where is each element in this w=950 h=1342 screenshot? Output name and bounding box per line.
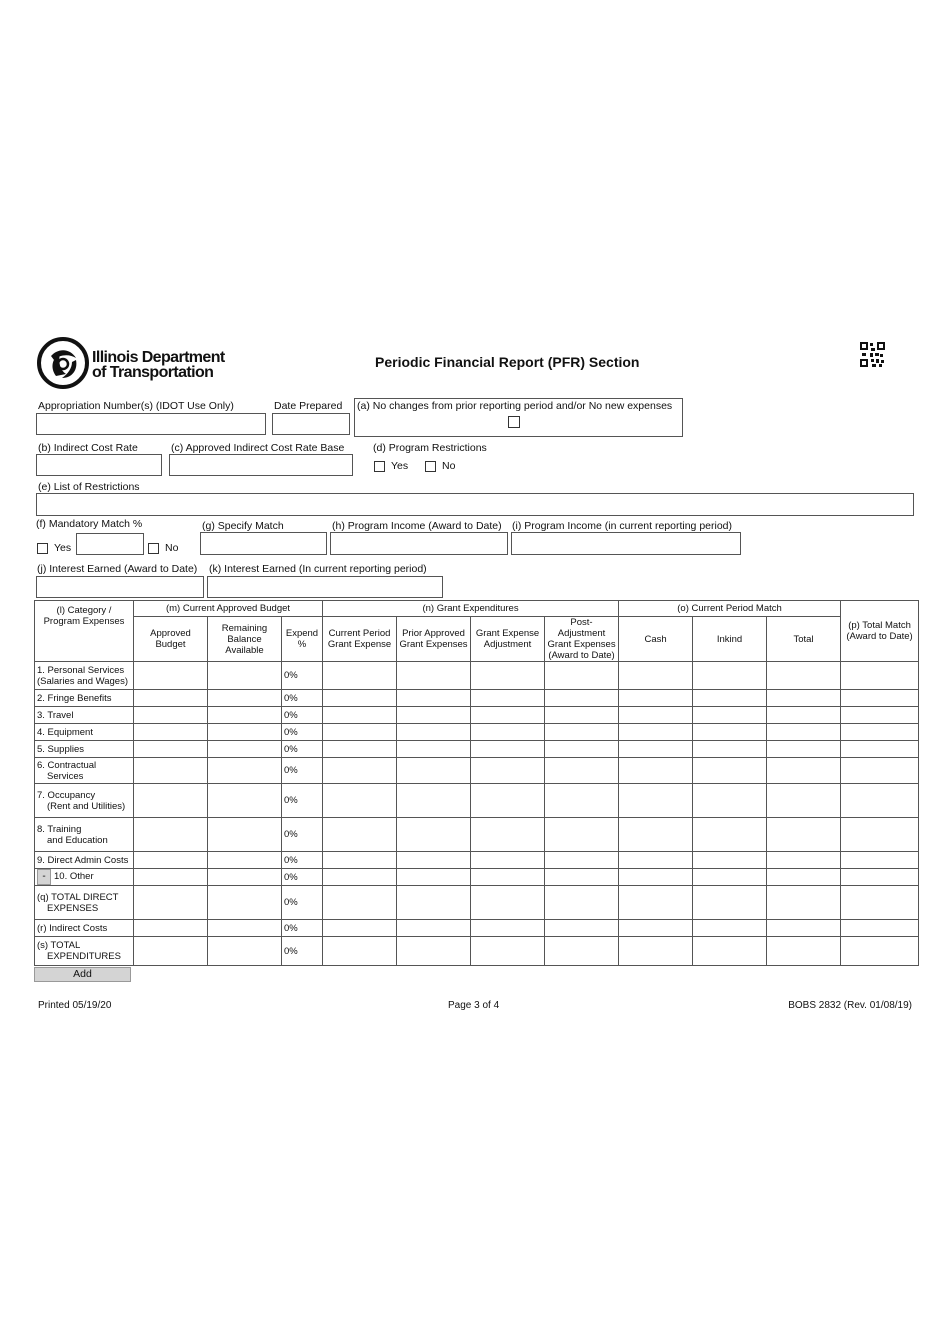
- prior-approved-cell[interactable]: [397, 690, 471, 707]
- category-label: (q) TOTAL DIRECT: [37, 891, 119, 903]
- expense-adjustment-header: [471, 617, 545, 662]
- adjustment-cell[interactable]: [471, 662, 545, 690]
- cash-cell[interactable]: [619, 707, 693, 724]
- expend-pct-cell: 0%: [282, 818, 323, 852]
- table-row: [35, 741, 919, 758]
- current-period-header-line-1: Current Period: [328, 628, 391, 639]
- total-match-cell[interactable]: [841, 690, 919, 707]
- current-period-cell[interactable]: [323, 758, 397, 784]
- prior-approved-cell[interactable]: [397, 707, 471, 724]
- category-cell: 4. Equipment: [35, 724, 134, 741]
- inkind-cell[interactable]: [693, 690, 767, 707]
- program-income-award-label: (h) Program Income (Award to Date): [332, 520, 502, 532]
- total-match-cell[interactable]: [841, 662, 919, 690]
- no-changes-checkbox[interactable]: [508, 416, 520, 428]
- approved-budget-cell[interactable]: [134, 869, 208, 886]
- inkind-cell: [693, 937, 767, 966]
- cash-cell[interactable]: [619, 852, 693, 869]
- idot-logo-icon: [36, 336, 90, 390]
- page-title: Periodic Financial Report (PFR) Section: [375, 354, 640, 370]
- prior-approved-cell[interactable]: [397, 741, 471, 758]
- total-match-cell[interactable]: [841, 852, 919, 869]
- qr-code-icon: [860, 342, 885, 367]
- current-period-header-line-2: Grant Expense: [327, 639, 392, 650]
- remaining-balance-cell: [208, 707, 282, 724]
- category-cell: [35, 784, 134, 818]
- restrictions-yes-label: Yes: [391, 460, 409, 472]
- approved-budget-cell[interactable]: [134, 724, 208, 741]
- table-row: [35, 937, 919, 966]
- table-row: [35, 758, 919, 784]
- indirect-cost-rate-input[interactable]: [36, 454, 162, 476]
- table-row: [35, 886, 919, 920]
- post-adjustment-cell: [545, 707, 619, 724]
- appropriation-input[interactable]: [36, 413, 266, 435]
- category-cell: [35, 869, 134, 886]
- inkind-cell[interactable]: [693, 758, 767, 784]
- prior-approved-cell: [397, 886, 471, 920]
- prior-approved-header-line-1: Prior Approved: [402, 628, 465, 639]
- current-period-cell[interactable]: [323, 869, 397, 886]
- total-match-cell[interactable]: [841, 707, 919, 724]
- group-current-period-match: (o) Current Period Match: [619, 601, 841, 617]
- category-sublabel: (Rent and Utilities): [47, 800, 126, 812]
- post-adjustment-cell: [545, 662, 619, 690]
- total-cell: [767, 784, 841, 818]
- total-match-cell[interactable]: [841, 784, 919, 818]
- approved-budget-cell[interactable]: [134, 707, 208, 724]
- cash-cell[interactable]: [619, 690, 693, 707]
- remaining-balance-cell: [208, 690, 282, 707]
- adjustment-cell[interactable]: [471, 869, 545, 886]
- prior-approved-cell[interactable]: [397, 852, 471, 869]
- current-period-cell[interactable]: [323, 707, 397, 724]
- post-adjustment-cell: [545, 852, 619, 869]
- cash-cell[interactable]: [619, 818, 693, 852]
- expend-pct-header-line-2: %: [297, 639, 307, 650]
- post-adjustment-cell: [545, 869, 619, 886]
- remaining-balance-cell: [208, 886, 282, 920]
- restrictions-no-checkbox[interactable]: [425, 461, 436, 472]
- prior-approved-cell[interactable]: [397, 724, 471, 741]
- restrictions-no-label: No: [442, 460, 456, 472]
- total-match-cell: [841, 937, 919, 966]
- printed-date: Printed 05/19/20: [38, 1000, 112, 1011]
- expend-pct-cell: 0%: [282, 852, 323, 869]
- page-number: Page 3 of 4: [448, 1000, 500, 1011]
- inkind-header: Inkind: [693, 617, 767, 662]
- expenses-table: [34, 600, 919, 966]
- post-adjustment-cell: [545, 920, 619, 937]
- table-row: [35, 662, 919, 690]
- approved-budget-cell[interactable]: [134, 920, 208, 937]
- total-cell: [767, 886, 841, 920]
- category-cell: [35, 886, 134, 920]
- post-adjustment-cell: [545, 886, 619, 920]
- category-header-line-2: Program Expenses: [43, 616, 125, 627]
- prior-approved-cell[interactable]: [397, 818, 471, 852]
- remaining-balance-cell: [208, 852, 282, 869]
- current-period-cell[interactable]: [323, 724, 397, 741]
- inkind-cell[interactable]: [693, 724, 767, 741]
- expend-pct-cell: 0%: [282, 784, 323, 818]
- table-row: [35, 818, 919, 852]
- approved-budget-cell[interactable]: [134, 662, 208, 690]
- current-period-cell[interactable]: [323, 690, 397, 707]
- post-adjustment-cell: [545, 741, 619, 758]
- approved-budget-cell[interactable]: [134, 690, 208, 707]
- remaining-balance-header-line-3: Available: [225, 644, 264, 656]
- category-label: 1. Personal Services: [37, 664, 125, 676]
- total-cell: [767, 662, 841, 690]
- category-sublabel: EXPENSES: [47, 902, 99, 914]
- category-label: 10. Other: [54, 871, 94, 882]
- category-cell: 5. Supplies: [35, 741, 134, 758]
- current-period-cell[interactable]: [323, 662, 397, 690]
- current-period-cell: [323, 886, 397, 920]
- adjustment-cell[interactable]: [471, 690, 545, 707]
- program-income-period-label: (i) Program Income (in current reporting period): [512, 520, 732, 532]
- program-income-award-input[interactable]: [330, 532, 508, 555]
- category-sublabel: EXPENDITURES: [47, 951, 121, 962]
- category-label: (s) TOTAL: [37, 940, 81, 951]
- prior-approved-header: [397, 617, 471, 662]
- total-cell: [767, 818, 841, 852]
- approved-budget-cell[interactable]: [134, 852, 208, 869]
- total-match-cell[interactable]: [841, 758, 919, 784]
- approved-budget-cell: [134, 886, 208, 920]
- date-prepared-label: Date Prepared: [274, 400, 343, 412]
- post-adjustment-cell: [545, 724, 619, 741]
- specify-match-input[interactable]: [200, 532, 327, 555]
- total-cell: [767, 920, 841, 937]
- category-sublabel: Services: [47, 770, 84, 782]
- total-cell: [767, 690, 841, 707]
- expend-pct-cell: 0%: [282, 758, 323, 784]
- logo-line-2: of Transportation: [92, 364, 214, 381]
- match-no-label: No: [165, 542, 179, 554]
- category-cell: 2. Fringe Benefits: [35, 690, 134, 707]
- inkind-cell[interactable]: [693, 707, 767, 724]
- mandatory-match-input[interactable]: [76, 533, 144, 555]
- match-no-checkbox[interactable]: [148, 543, 159, 554]
- post-adjustment-header: [545, 617, 619, 662]
- logo-text: [92, 350, 225, 380]
- remaining-balance-cell: [208, 724, 282, 741]
- cash-header: Cash: [619, 617, 693, 662]
- interest-period-label: (k) Interest Earned (In current reporting period): [209, 563, 427, 575]
- expend-pct-cell: 0%: [282, 886, 323, 920]
- cash-cell: [619, 937, 693, 966]
- remaining-balance-header-line-2: Balance: [227, 633, 262, 645]
- current-period-cell[interactable]: [323, 852, 397, 869]
- total-match-cell[interactable]: [841, 818, 919, 852]
- prior-approved-cell[interactable]: [397, 784, 471, 818]
- total-header: Total: [767, 617, 841, 662]
- current-period-cell[interactable]: [323, 784, 397, 818]
- group-grant-expenditures: (n) Grant Expenditures: [323, 601, 619, 617]
- table-row: [35, 707, 919, 724]
- approved-budget-header-line-2: Budget: [155, 639, 186, 650]
- adjustment-cell[interactable]: [471, 707, 545, 724]
- inkind-cell[interactable]: [693, 741, 767, 758]
- post-adjustment-cell: [545, 818, 619, 852]
- approved-budget-cell[interactable]: [134, 818, 208, 852]
- post-adjustment-cell: [545, 937, 619, 966]
- cash-cell[interactable]: [619, 920, 693, 937]
- program-restrictions-label: (d) Program Restrictions: [373, 442, 487, 454]
- match-yes-checkbox[interactable]: [37, 543, 48, 554]
- approved-budget-cell[interactable]: [134, 784, 208, 818]
- current-period-cell[interactable]: [323, 920, 397, 937]
- expend-pct-cell: 0%: [282, 741, 323, 758]
- interest-period-input[interactable]: [207, 576, 443, 598]
- adjustment-cell[interactable]: [471, 724, 545, 741]
- post-adjustment-header-line-3: (Award to Date): [548, 650, 615, 661]
- indirect-cost-rate-label: (b) Indirect Cost Rate: [38, 442, 138, 454]
- approved-budget-header: [134, 617, 208, 662]
- total-match-header-line-1: (p) Total Match: [848, 620, 911, 631]
- total-cell: [767, 852, 841, 869]
- date-prepared-input[interactable]: [272, 413, 350, 435]
- cash-cell: [619, 886, 693, 920]
- match-yes-label: Yes: [54, 542, 72, 554]
- table-row: [35, 784, 919, 818]
- category-label: 6. Contractual: [37, 759, 97, 771]
- remaining-balance-cell: [208, 784, 282, 818]
- prior-approved-cell[interactable]: [397, 758, 471, 784]
- expend-pct-cell: 0%: [282, 869, 323, 886]
- total-cell: [767, 937, 841, 966]
- remaining-balance-cell: [208, 662, 282, 690]
- remaining-balance-cell: [208, 741, 282, 758]
- approved-budget-cell[interactable]: [134, 758, 208, 784]
- post-adjustment-header-line-1: Post-Adjustment: [557, 617, 606, 639]
- adjustment-header-line-2: Adjustment: [483, 639, 532, 650]
- add-row-button[interactable]: Add: [34, 967, 131, 982]
- current-period-cell[interactable]: [323, 741, 397, 758]
- post-adjustment-cell: [545, 784, 619, 818]
- inkind-cell: [693, 886, 767, 920]
- form-id: BOBS 2832 (Rev. 01/08/19): [788, 1000, 912, 1011]
- total-match-cell[interactable]: [841, 741, 919, 758]
- remaining-balance-cell: [208, 818, 282, 852]
- adjustment-cell[interactable]: [471, 784, 545, 818]
- table-row: [35, 852, 919, 869]
- cash-cell[interactable]: [619, 741, 693, 758]
- category-label: 7. Occupancy: [37, 789, 96, 801]
- category-sublabel: (Salaries and Wages): [37, 675, 128, 687]
- table-row: [35, 724, 919, 741]
- interest-award-input[interactable]: [36, 576, 204, 598]
- list-restrictions-label: (e) List of Restrictions: [38, 481, 140, 493]
- cash-cell[interactable]: [619, 758, 693, 784]
- total-cell: [767, 707, 841, 724]
- prior-approved-cell: [397, 937, 471, 966]
- category-cell: [35, 818, 134, 852]
- approved-budget-header-line-1: Approved: [150, 628, 191, 639]
- remaining-balance-cell: [208, 869, 282, 886]
- prior-approved-cell[interactable]: [397, 920, 471, 937]
- remaining-balance-cell: [208, 758, 282, 784]
- adjustment-cell[interactable]: [471, 758, 545, 784]
- cash-cell[interactable]: [619, 869, 693, 886]
- restrictions-yes-checkbox[interactable]: [374, 461, 385, 472]
- category-cell: [35, 662, 134, 690]
- expend-pct-cell: 0%: [282, 724, 323, 741]
- adjustment-cell[interactable]: [471, 852, 545, 869]
- total-match-cell[interactable]: [841, 920, 919, 937]
- category-cell: [35, 937, 134, 966]
- remaining-balance-header: [208, 617, 282, 662]
- table-row: [35, 920, 919, 937]
- category-header: [35, 601, 134, 662]
- total-cell: [767, 724, 841, 741]
- no-changes-label: (a) No changes from prior reporting period and/or No new expenses: [357, 400, 673, 412]
- adjustment-cell[interactable]: [471, 920, 545, 937]
- expend-pct-cell: 0%: [282, 662, 323, 690]
- expend-pct-cell: 0%: [282, 690, 323, 707]
- adjustment-cell: [471, 886, 545, 920]
- current-period-cell: [323, 937, 397, 966]
- expend-pct-cell: 0%: [282, 920, 323, 937]
- adjustment-cell[interactable]: [471, 818, 545, 852]
- approved-budget-cell: [134, 937, 208, 966]
- category-cell: 9. Direct Admin Costs: [35, 852, 134, 869]
- approved-budget-cell[interactable]: [134, 741, 208, 758]
- current-period-cell[interactable]: [323, 818, 397, 852]
- category-sublabel: and Education: [47, 834, 108, 846]
- prior-approved-header-line-2: Grant Expenses: [399, 639, 468, 650]
- remove-row-button[interactable]: -: [37, 869, 51, 885]
- expend-pct-cell: 0%: [282, 707, 323, 724]
- prior-approved-cell[interactable]: [397, 662, 471, 690]
- category-cell: (r) Indirect Costs: [35, 920, 134, 937]
- expend-pct-header: [282, 617, 323, 662]
- program-income-period-input[interactable]: [511, 532, 741, 555]
- group-current-approved-budget: (m) Current Approved Budget: [134, 601, 323, 617]
- indirect-cost-base-label: (c) Approved Indirect Cost Rate Base: [171, 442, 345, 454]
- post-adjustment-header-line-2: Grant Expenses: [547, 639, 616, 650]
- current-period-expense-header: [323, 617, 397, 662]
- cash-cell[interactable]: [619, 662, 693, 690]
- total-match-header: [841, 601, 919, 662]
- interest-award-label: (j) Interest Earned (Award to Date): [37, 563, 198, 575]
- cash-cell[interactable]: [619, 724, 693, 741]
- post-adjustment-cell: [545, 690, 619, 707]
- total-match-header-line-2: (Award to Date): [846, 631, 913, 642]
- table-row: [35, 690, 919, 707]
- total-cell: [767, 741, 841, 758]
- inkind-cell[interactable]: [693, 852, 767, 869]
- inkind-cell[interactable]: [693, 662, 767, 690]
- category-header-line-1: (l) Category /: [56, 605, 112, 616]
- inkind-cell[interactable]: [693, 869, 767, 886]
- table-row: [35, 869, 919, 886]
- expend-pct-header-line-1: Expend: [285, 628, 319, 639]
- cash-cell[interactable]: [619, 784, 693, 818]
- expend-pct-cell: 0%: [282, 937, 323, 966]
- adjustment-cell: [471, 937, 545, 966]
- inkind-cell[interactable]: [693, 920, 767, 937]
- adjustment-cell[interactable]: [471, 741, 545, 758]
- total-match-cell: [841, 886, 919, 920]
- list-restrictions-input[interactable]: [36, 493, 914, 516]
- logo-line-1: Illinois Department: [92, 349, 225, 366]
- total-match-cell[interactable]: [841, 724, 919, 741]
- remaining-balance-cell: [208, 937, 282, 966]
- specify-match-label: (g) Specify Match: [202, 520, 284, 532]
- appropriation-label: Appropriation Number(s) (IDOT Use Only): [38, 400, 234, 412]
- remaining-balance-cell: [208, 920, 282, 937]
- total-cell: [767, 869, 841, 886]
- adjustment-header-line-1: Grant Expense: [475, 628, 540, 639]
- category-cell: [35, 758, 134, 784]
- remaining-balance-header-line-1: Remaining: [221, 622, 268, 634]
- total-match-cell[interactable]: [841, 869, 919, 886]
- category-label: 8. Training: [37, 823, 82, 835]
- category-cell: 3. Travel: [35, 707, 134, 724]
- total-cell: [767, 758, 841, 784]
- mandatory-match-label: (f) Mandatory Match %: [36, 518, 143, 530]
- post-adjustment-cell: [545, 758, 619, 784]
- prior-approved-cell[interactable]: [397, 869, 471, 886]
- indirect-cost-base-input[interactable]: [169, 454, 353, 476]
- inkind-cell[interactable]: [693, 784, 767, 818]
- inkind-cell[interactable]: [693, 818, 767, 852]
